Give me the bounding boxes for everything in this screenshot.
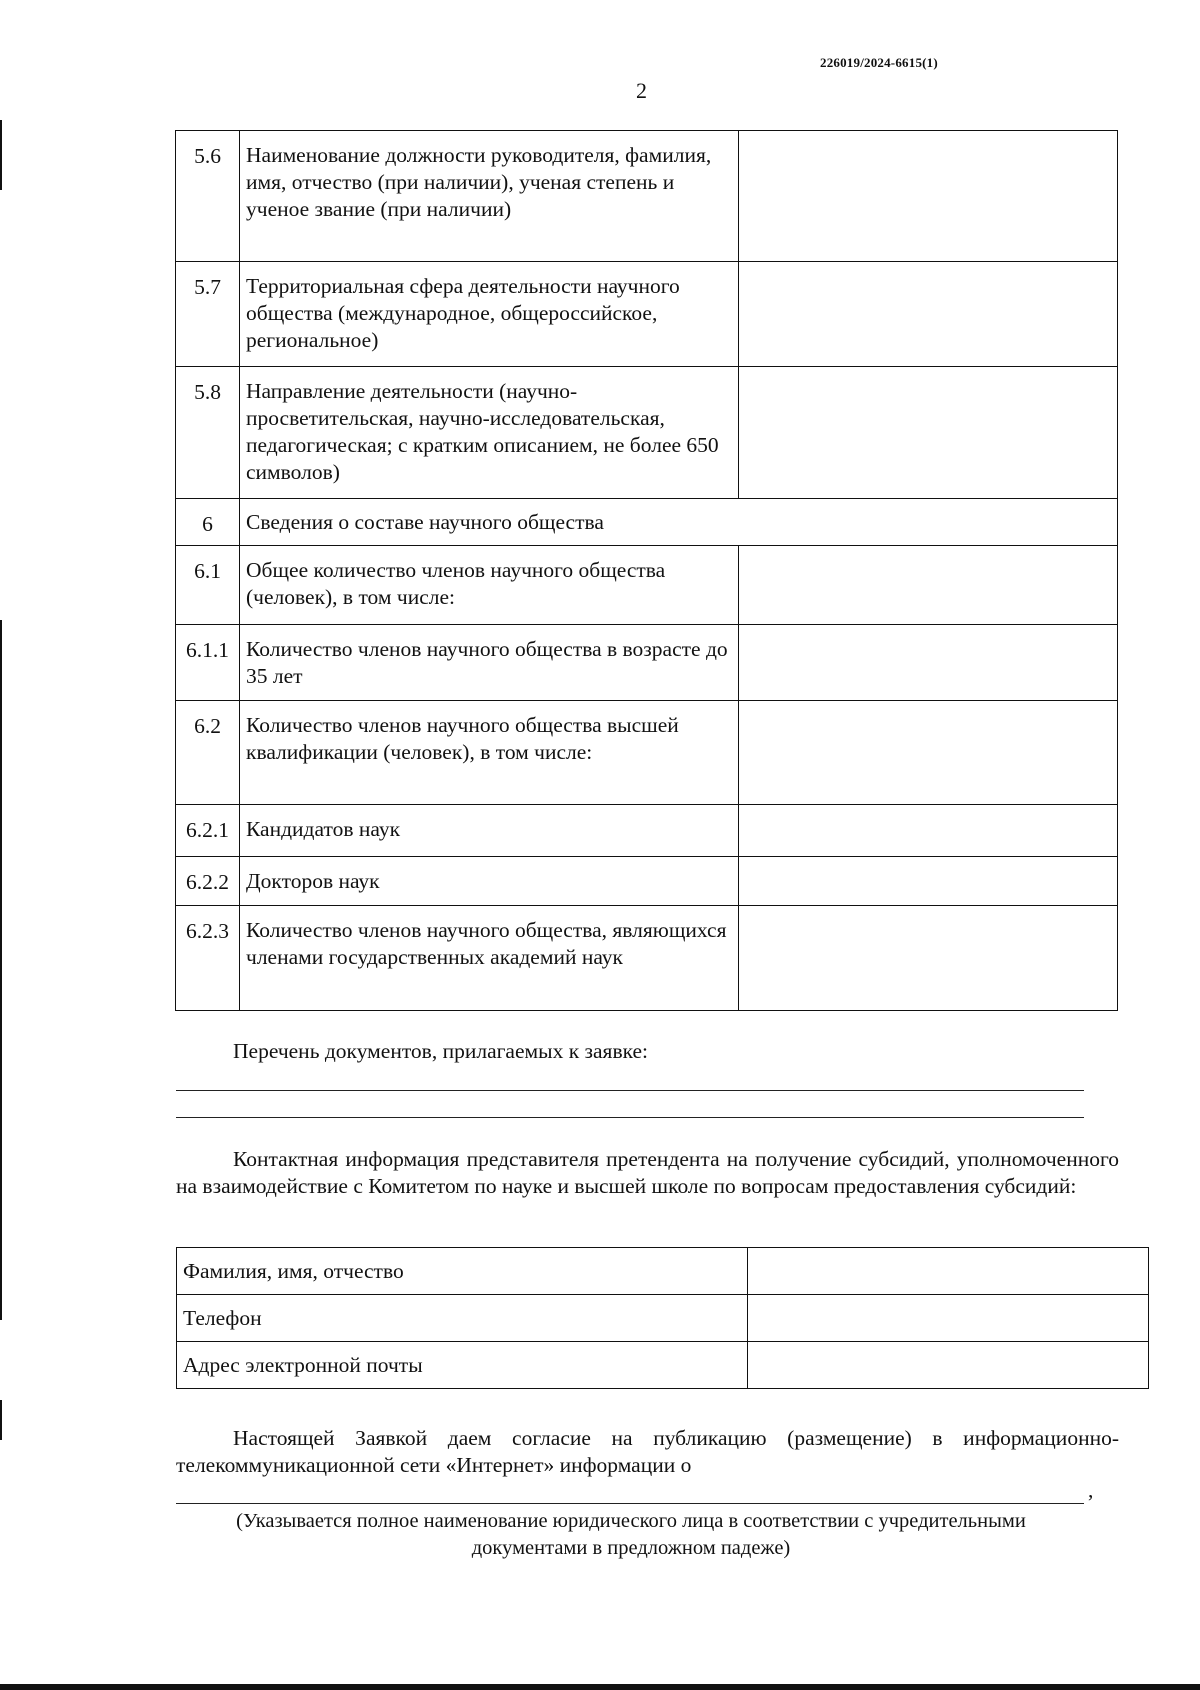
consent-text: Настоящей Заявкой даем согласие на публикацию (размещение) в информационно-телекоммуникационной сети «Интернет» информации о (176, 1426, 1119, 1477)
scan-bottom-edge (0, 1684, 1200, 1690)
row-value-cell[interactable] (739, 805, 1118, 857)
table-row (176, 857, 1118, 906)
contact-row (177, 1295, 1149, 1342)
page-number: 2 (636, 78, 647, 103)
row-value-cell[interactable] (739, 701, 1118, 805)
row-number: 6.2.3 (176, 906, 240, 1011)
contact-label: Фамилия, имя, отчество (177, 1248, 748, 1295)
attached-docs-line-2[interactable] (176, 1117, 1084, 1118)
row-value-cell[interactable] (739, 262, 1118, 367)
table-row (176, 262, 1118, 367)
row-label: Кандидатов наук (240, 805, 739, 857)
row-number: 6.2.2 (176, 857, 240, 906)
row-label: Количество членов научного общества, являющихся членами государственных академий наук (240, 906, 739, 1011)
row-label: Количество членов научного общества высшей квалификации (человек), в том числе: (240, 701, 739, 805)
organization-name-note: (Указывается полное наименование юридического лица в соответствии с учредительными документами в предложном падеже) (236, 1510, 1026, 1559)
scan-edge-mark (0, 1400, 2, 1440)
contact-intro (176, 1146, 1119, 1200)
row-value-cell[interactable] (739, 546, 1118, 625)
attached-docs-label: Перечень документов, прилагаемых к заявке: (233, 1039, 649, 1063)
row-number: 6.2.1 (176, 805, 240, 857)
row-number: 5.8 (176, 367, 240, 499)
row-number: 6.1 (176, 546, 240, 625)
row-value-cell[interactable] (739, 625, 1118, 701)
contact-value-cell[interactable] (748, 1295, 1149, 1342)
row-number: 6.2 (176, 701, 240, 805)
table-row (176, 625, 1118, 701)
section-heading: Сведения о составе научного общества (240, 499, 1118, 546)
table-row (176, 131, 1118, 262)
row-value-cell[interactable] (739, 367, 1118, 499)
attached-docs-line-1[interactable] (176, 1090, 1084, 1091)
contact-table (176, 1247, 1149, 1389)
row-label: Докторов наук (240, 857, 739, 906)
row-number: 5.6 (176, 131, 240, 262)
scan-edge-mark (0, 620, 2, 1320)
table-row (176, 367, 1118, 499)
table-row (176, 546, 1118, 625)
row-value-cell[interactable] (739, 131, 1118, 262)
table-row-section (176, 499, 1118, 546)
application-table (175, 130, 1118, 1011)
row-number: 6.1.1 (176, 625, 240, 701)
table-row (176, 805, 1118, 857)
trailing-comma: , (1088, 1478, 1094, 1502)
row-label: Наименование должности руководителя, фамилия, имя, отчество (при наличии), ученая степень и ученое звание (при наличии) (240, 131, 739, 262)
row-label: Количество членов научного общества в возрасте до 35 лет (240, 625, 739, 701)
row-label: Общее количество членов научного общества (человек), в том числе: (240, 546, 739, 625)
row-number: 6 (176, 499, 240, 546)
contact-row (177, 1342, 1149, 1389)
contact-label: Адрес электронной почты (177, 1342, 748, 1389)
row-label: Направление деятельности (научно-просветительская, научно-исследовательская, педагогическая; с кратким описанием, не более 650 символов) (240, 367, 739, 499)
contact-value-cell[interactable] (748, 1248, 1149, 1295)
row-number: 5.7 (176, 262, 240, 367)
contact-value-cell[interactable] (748, 1342, 1149, 1389)
contact-label: Телефон (177, 1295, 748, 1342)
row-value-cell[interactable] (739, 906, 1118, 1011)
scan-edge-mark (0, 120, 2, 190)
organization-name-line[interactable] (176, 1503, 1084, 1504)
contact-row (177, 1248, 1149, 1295)
document-id: 226019/2024-6615(1) (820, 55, 938, 70)
contact-intro-text: Контактная информация представителя претендента на получение субсидий, уполномоченного на взаимодействие с Комитетом по науке и высшей школе по вопросам предоставления субсидий: (176, 1147, 1119, 1198)
table-row (176, 906, 1118, 1011)
table-row (176, 701, 1118, 805)
row-label: Территориальная сфера деятельности научного общества (международное, общероссийское, региональное) (240, 262, 739, 367)
row-value-cell[interactable] (739, 857, 1118, 906)
consent-paragraph (176, 1425, 1119, 1479)
